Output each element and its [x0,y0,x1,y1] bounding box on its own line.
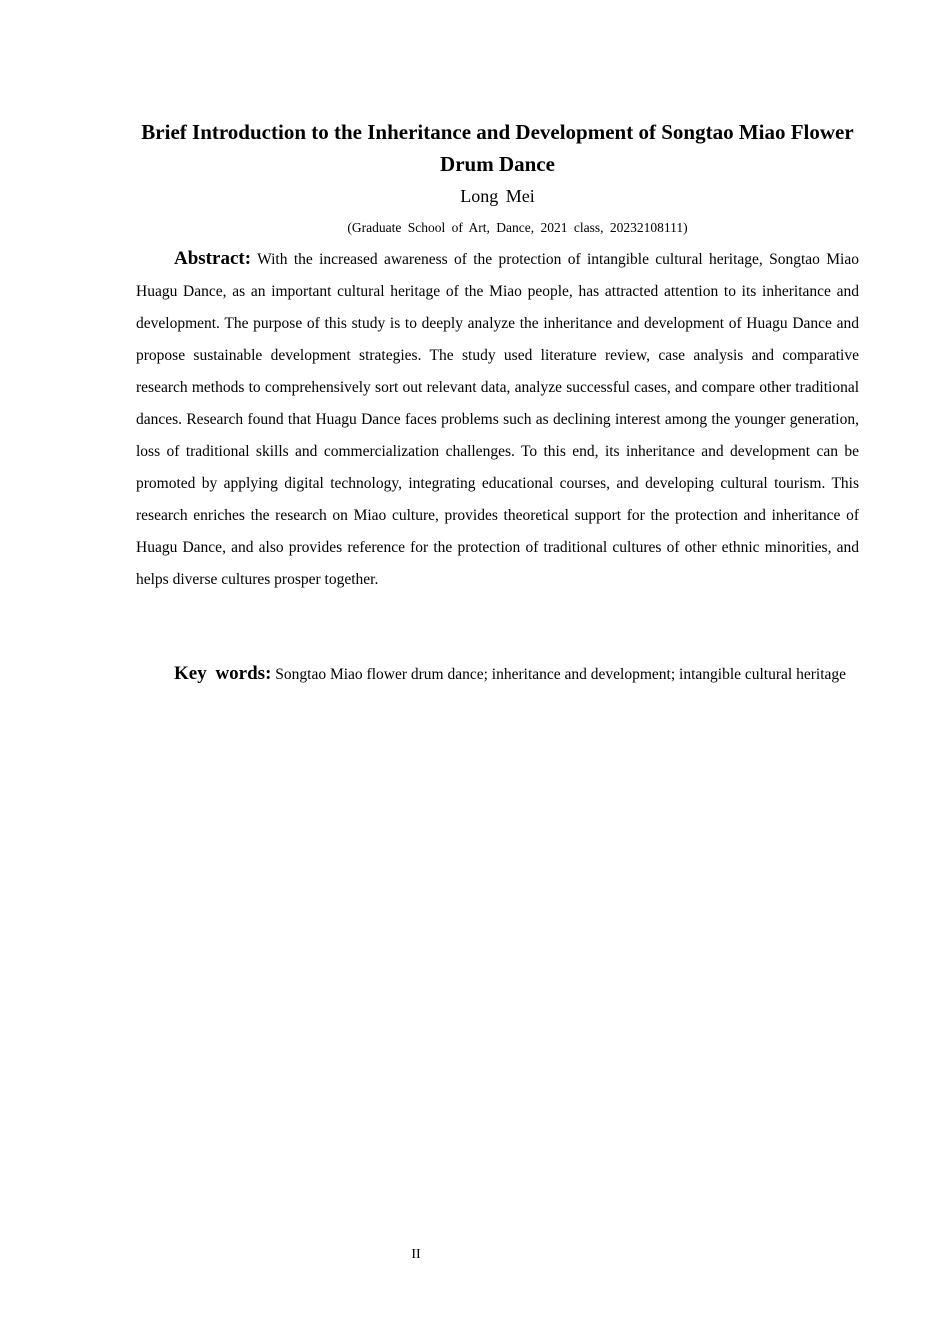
keywords-paragraph [136,658,859,691]
keywords-text: Songtao Miao flower drum dance; inheritance and development; intangible cultural heritage [275,666,847,683]
abstract-paragraph [136,243,859,596]
abstract-text: With the increased awareness of the protection of intangible cultural heritage, Songtao Miao Huagu Dance, as an important cultural heritage of the Miao people, has attracted attention to its inheritance and development. The purpose of this study is to deeply analyze the inheritance and development of Huagu Dance and propose sustainable development strategies. The study used literature review, case analysis and comparative research methods to comprehensively sort out relevant data, analyze successful cases, and compare other traditional dances. Research found that Huagu Dance faces problems such as declining interest among the younger generation, loss of traditional skills and commercialization challenges. To this end, its inheritance and development can be promoted by applying digital technology, integrating educational courses, and developing cultural tourism. This research enriches the research on Miao culture, provides theoretical support for the protection and inheritance of Huagu Dance, and also provides reference for the protection of traditional cultures of other ethnic minorities, and helps diverse cultures prosper together. [136,251,859,588]
keywords-label: Key words: [174,663,272,684]
author-name: Long Mei [460,186,535,206]
author-affiliation: (Graduate School of Art, Dance, 2021 class, 20232108111) [347,220,688,235]
abstract-label: Abstract: [174,248,252,269]
paper-title: Brief Introduction to the Inheritance and Development of Songtao Miao Flower Drum Dance [141,120,854,176]
page-number: II [411,1247,421,1262]
